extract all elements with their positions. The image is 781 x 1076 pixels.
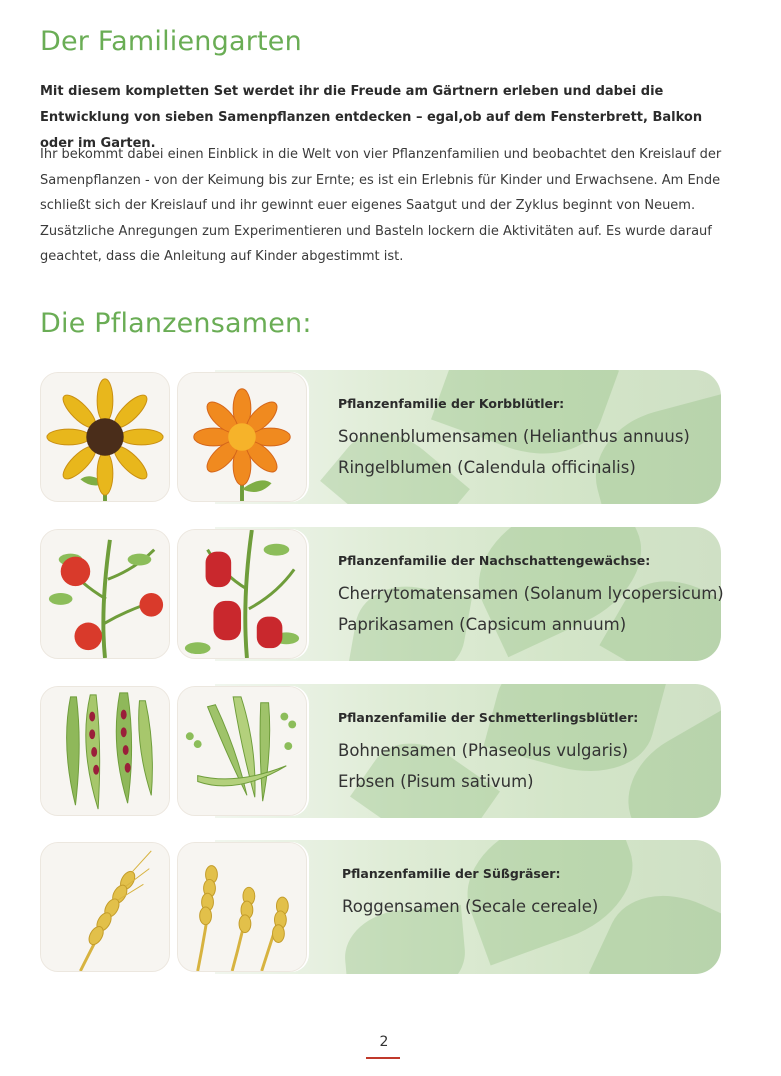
species-name: Paprikasamen (Capsicum annuum): [338, 615, 627, 634]
plant-family-row-suessgraeser: [40, 840, 721, 974]
species-name: Bohnensamen (Phaseolus vulgaris): [338, 741, 629, 760]
section-title: Die Pflanzensamen:: [40, 308, 312, 339]
pea-pods-illustration: [177, 686, 307, 816]
intro-paragraph: Ihr bekommt dabei einen Einblick in die Welt von vier Pflanzenfamilien und beobachtet den Kreislauf der Samenpflanzen - von der Keimung bis zur Ernte; es ist ein Erlebnis für Kinder und Erwachsene. Am Ende schließt sich der Kreislauf und ihr gewinnt euer eigenes Saatgut und der Zyklus beginnt von Neuem. Zusätzliche Anregungen zum Experimentieren und Basteln lockern die Aktivitäten auf. Es wurde darauf geachtet, dass die Anleitung auf Kinder abgestimmt ist.: [40, 147, 722, 264]
species-name: Sonnenblumensamen (Helianthus annuus): [338, 427, 690, 446]
page-title: Der Familiengarten: [40, 26, 302, 57]
rye-ear-illustration: [40, 842, 170, 972]
species-name: Cherrytomatensamen (Solanum lycopersicum): [338, 584, 724, 603]
page-number: 2: [379, 1034, 389, 1050]
intro-bold-paragraph: Mit diesem kompletten Set werdet ihr die Freude am Gärtnern erleben und dabei die Entwicklung von sieben Samenpflanzen entdecken – egal,ob auf dem Fensterbrett, Balkon oder im Garten.: [40, 84, 703, 151]
calendula-illustration: [177, 372, 307, 502]
rye-ears-illustration: [177, 842, 307, 972]
family-name: Pflanzenfamilie der Korbblütler:: [338, 396, 565, 411]
bean-pods-illustration: [40, 686, 170, 816]
plant-family-row-korbbluetler: [40, 370, 721, 504]
plant-family-row-schmetterlingsbluetler: [40, 684, 721, 818]
plant-family-row-nachtschattengewaechse: [40, 527, 724, 661]
family-name: Pflanzenfamilie der Süßgräser:: [342, 866, 561, 881]
sunflower-illustration: [40, 372, 170, 502]
tomato-plant-illustration: [40, 529, 170, 659]
family-name: Pflanzenfamilie der Nachschattengewächse:: [338, 553, 651, 568]
page-number-underline: [366, 1057, 400, 1059]
species-name: Ringelblumen (Calendula officinalis): [338, 458, 636, 477]
family-name: Pflanzenfamilie der Schmetterlingsblütler:: [338, 710, 639, 725]
pepper-plant-illustration: [177, 529, 307, 659]
species-name: Erbsen (Pisum sativum): [338, 772, 534, 791]
species-name: Roggensamen (Secale cereale): [342, 897, 599, 916]
